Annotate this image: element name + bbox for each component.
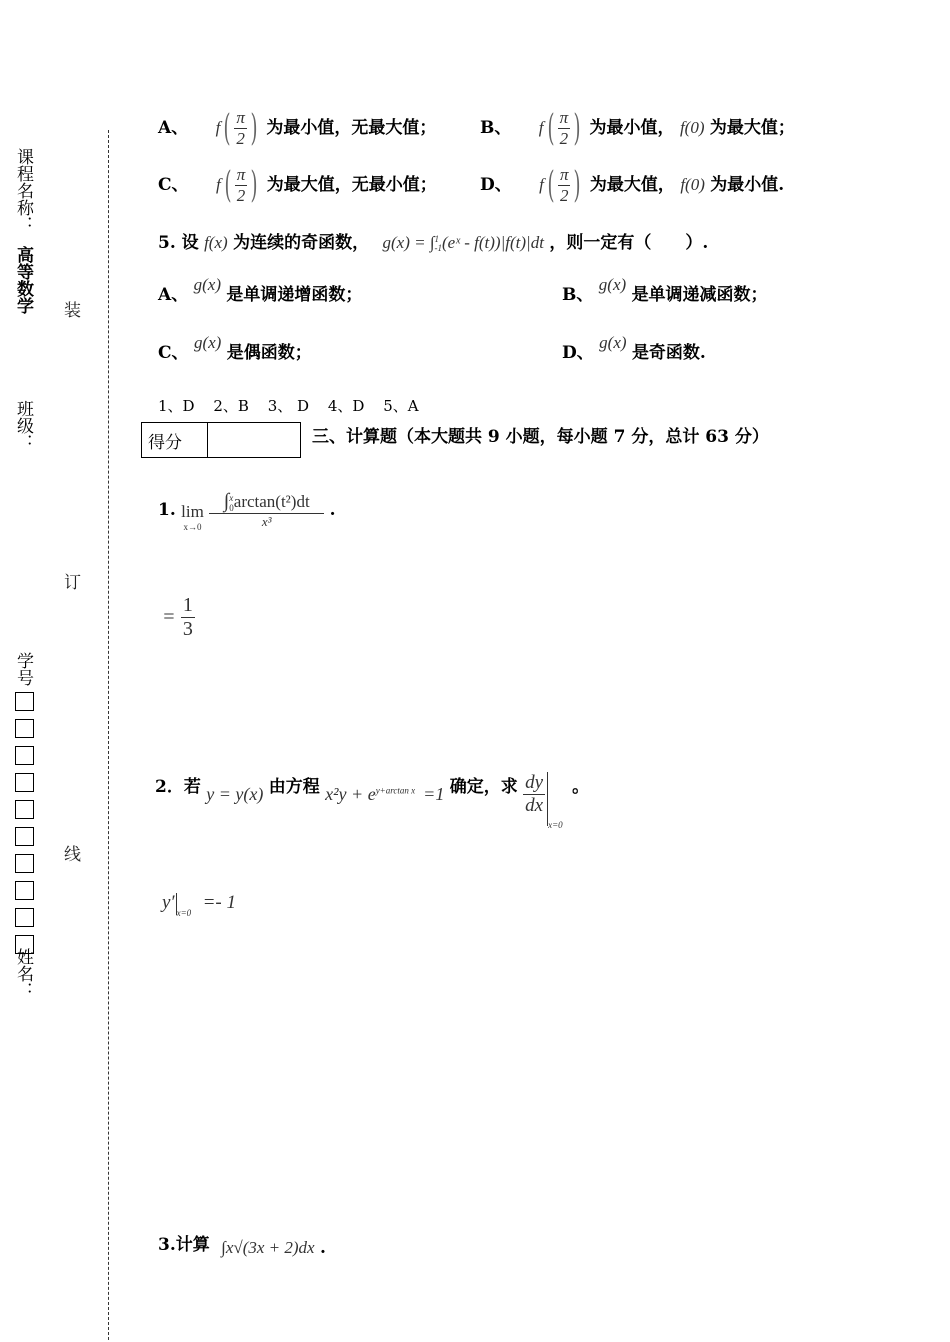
student-id-box[interactable]: [15, 854, 34, 873]
course-name-label: [13, 148, 33, 233]
q4-option-b: B、 f( $\frac{\pi}{2}$ ) 为最小值， f(0) 为最大值；: [480, 107, 795, 149]
q5-option-b: B、 g(x) 是单调递减函数；: [562, 275, 768, 305]
pi-over-2: $\frac{\pi}{2}$: [236, 165, 246, 205]
score-box: [141, 422, 301, 458]
name-label-block: [13, 948, 33, 999]
answer-item: 5、A: [383, 397, 419, 415]
answer-item: 3、 D: [267, 397, 310, 415]
q5-option-d: D、 g(x) 是奇函数.: [562, 333, 706, 363]
student-id-box[interactable]: [15, 746, 34, 765]
student-id-label: 学号: [13, 652, 33, 686]
calc-2-question: 2．若 y = y(x) 由方程 $x^2y + e^{y+arctan x} =1$ 确定，求 $\frac{dy}{dx}$ $_{x=0}$ 。: [155, 772, 590, 830]
section-3-title: 三、计算题（本大题共 9 小题，每小题 7 分，总计 63 分）: [312, 427, 769, 447]
q5-stem: 5. 设 f(x) 为连续的奇函数， g(x) = ∫ 1 -1 (eˣ - f(t))|f(t)|dt ，则一定有（ ）.: [158, 233, 709, 253]
student-id-label-block: [13, 652, 33, 686]
answer-item: 4、D: [327, 397, 365, 415]
answer-item: 2、B: [213, 397, 249, 415]
score-field[interactable]: [208, 423, 301, 458]
student-id-box[interactable]: [15, 719, 34, 738]
student-id-box[interactable]: [15, 827, 34, 846]
q4-option-c: C、 f( $\frac{\pi}{2}$ ) 为最大值，无最小值；: [158, 164, 437, 206]
calc-1-question: 1. lim x→0 ∫ x 0 arctan(t²)dt x³ .: [158, 489, 336, 532]
student-id-box[interactable]: [15, 692, 34, 711]
student-id-box[interactable]: [15, 908, 34, 927]
pi-over-2: $\frac{\pi}{2}$: [559, 108, 569, 148]
cut-dashed-line: [108, 130, 109, 1340]
q5-option-a: A、 g(x) 是单调递增函数；: [158, 275, 363, 305]
course-label: 课程名称：: [13, 148, 33, 233]
binding-word-zhuang: 装: [64, 301, 81, 321]
pi-over-2: $\frac{\pi}{2}$: [236, 108, 245, 148]
class-label: 班级：: [13, 400, 33, 451]
calc-3-question: 3.计算 ∫x√(3x + 2)dx .: [158, 1235, 326, 1258]
student-id-box[interactable]: [15, 800, 34, 819]
student-id-boxes: [15, 692, 34, 962]
calc-1-answer: = $\frac{1}{3}$: [162, 594, 193, 640]
student-id-box[interactable]: [15, 773, 34, 792]
score-label: 得分: [142, 423, 208, 458]
answer-key: [158, 395, 433, 416]
binding-word-xian: 线: [64, 845, 81, 865]
calc-2-answer: y′ $_{x=0}$ =- 1: [162, 892, 236, 918]
student-id-box[interactable]: [15, 881, 34, 900]
q5-option-c: C、 g(x) 是偶函数；: [158, 333, 312, 363]
course-name: 高等数学: [13, 246, 33, 314]
q4-option-d: D、 f( $\frac{\pi}{2}$ ) 为最大值， f(0) 为最小值.: [480, 164, 785, 206]
binding-word-ding: 订: [64, 573, 81, 593]
course-name-value: [13, 246, 33, 314]
class-label-block: [13, 400, 33, 451]
q4-option-a: A、 f( $\frac{\pi}{2}$ ) 为最小值，无最大值；: [158, 107, 437, 149]
name-label: 姓名：: [13, 948, 33, 999]
pi-over-2: $\frac{\pi}{2}$: [559, 165, 569, 205]
answer-item: 1、D: [158, 397, 195, 415]
